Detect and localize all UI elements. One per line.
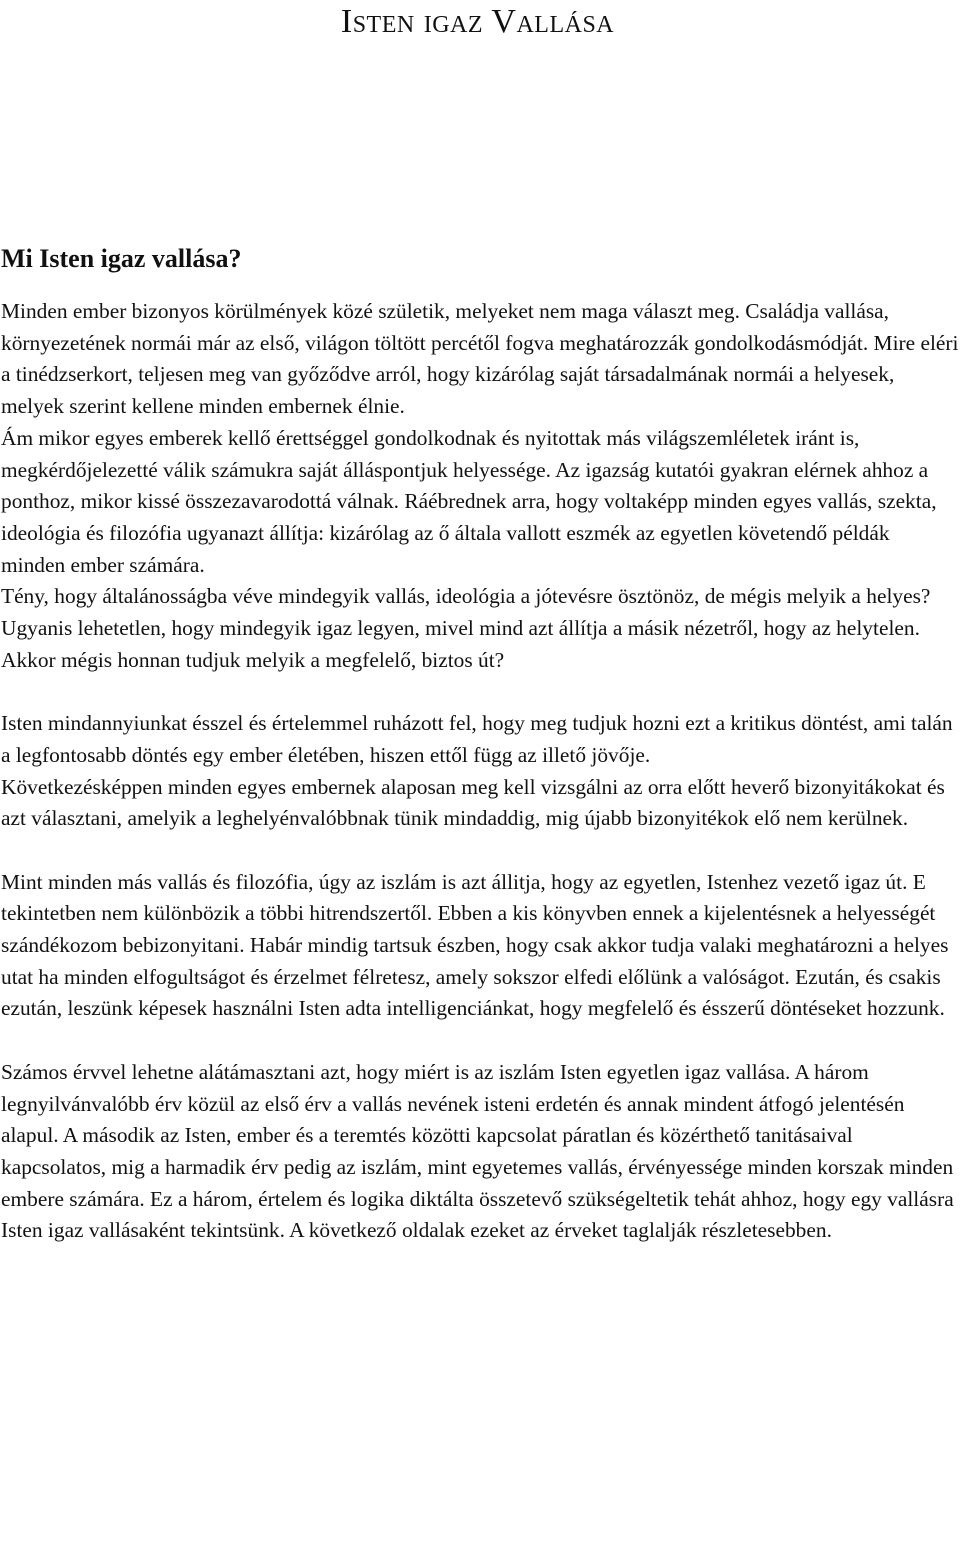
- paragraph-islam-claim: Mint minden más vallás és filozófia, úgy az iszlám is azt állitja, hogy az egyetlen, Istenhez vezető igaz út. E tekintetben nem különbözik a többi hitrendszertől. Ebben a kis könyvben ennek a kijelentésnek a helyességét szándékozom bebizonyitani. Habár mindig tartsuk észben, hogy csak akkor tudja valaki meghatározni a helyes utat ha minden elfogultságot és érzelmet félretesz, amely sokszor elfedi előlünk a valóságot. Ezután, és csakis ezután, leszünk képesek használni Isten adta intelligenciánkat, hogy megfelelő és ésszerű döntéseket hozzunk.: [1, 869, 949, 1021]
- document-title: Isten igaz Vallása: [340, 3, 615, 40]
- document-body: [1, 296, 959, 1247]
- paragraph-intro: Minden ember bizonyos körülmények közé születik, melyeket nem maga választ meg. Családja vallása, környezetének normái már az első, világon töltött percétől fogva meghatározzák gondolkodásmódját. Mire eléri a tinédzserkort, teljesen meg van győződve arról, hogy kizárólag saját társadalmának normái a helyesek, melyek szerint kellene minden embernek élnie.: [1, 299, 959, 419]
- paragraph-gap: [1, 676, 959, 708]
- section-heading: Mi Isten igaz vallása?: [1, 244, 242, 273]
- paragraph-which-is-right: Tény, hogy általánosságba véve mindegyik vallás, ideológia a jótevésre ösztönöz, de mégis melyik a helyes? Ugyanis lehetetlen, hogy mindegyik igaz legyen, mivel mind azt állítja a másik nézetről, hogy az helytelen. Akkor mégis honnan tudjuk melyik a megfelelő, biztos út?: [1, 584, 931, 672]
- paragraph-gap: [1, 835, 959, 867]
- paragraph-reason: Isten mindannyiunkat ésszel és értelemmel ruházott fel, hogy meg tudjuk hozni ezt a kritikus döntést, ami talán a legfontosabb döntés egy ember életében, hiszen ettől függ az illető jövője.: [1, 711, 953, 767]
- paragraph-consequently: Következésképpen minden egyes embernek alaposan meg kell vizsgálni az orra előtt heverő bizonyitákokat és azt választani, amelyik a leghelyénvalóbbnak tünik mindaddig, mig újabb bizonyitékok elő nem kerülnek.: [1, 774, 945, 831]
- paragraph-questioning: Ám mikor egyes emberek kellő érettséggel gondolkodnak és nyitottak más világszemléletek iránt is, megkérdőjelezetté válik számukra saját álláspontjuk helyessége. Az igazság kutatói gyakran elérnek ahhoz a ponthoz, mikor kissé összezavarodottá válnak. Ráébrednek arra, hogy voltaképp minden egyes vallás, szekta, ideológia és filozófia ugyanazt állítja: kizárólag az ő általa vallott eszmék az egyetlen követendő példák minden ember számára.: [1, 425, 937, 577]
- paragraph-arguments: Számos érvvel lehetne alátámasztani azt, hogy miért is az iszlám Isten egyetlen igaz vallása. A három legnyilvánvalóbb érv közül az első érv a vallás nevének isteni erdetén és annak mindent átfogó jelentésén alapul. A második az Isten, ember és a teremtés közötti kapcsolat páratlan és közérthető tanitásaival kapcsolatos, mig a harmadik érv pedig az iszlám, mint egyetemes vallás, érvényessége minden korszak minden embere számára. Ez a három, értelem és logika diktálta összetevő szükségeltetik tehát ahhoz, hogy egy vallásra Isten igaz vallásaként tekintsünk. A következő oldalak ezeket az érveket taglalják részletesebben.: [1, 1059, 954, 1243]
- paragraph-gap: [1, 1025, 959, 1057]
